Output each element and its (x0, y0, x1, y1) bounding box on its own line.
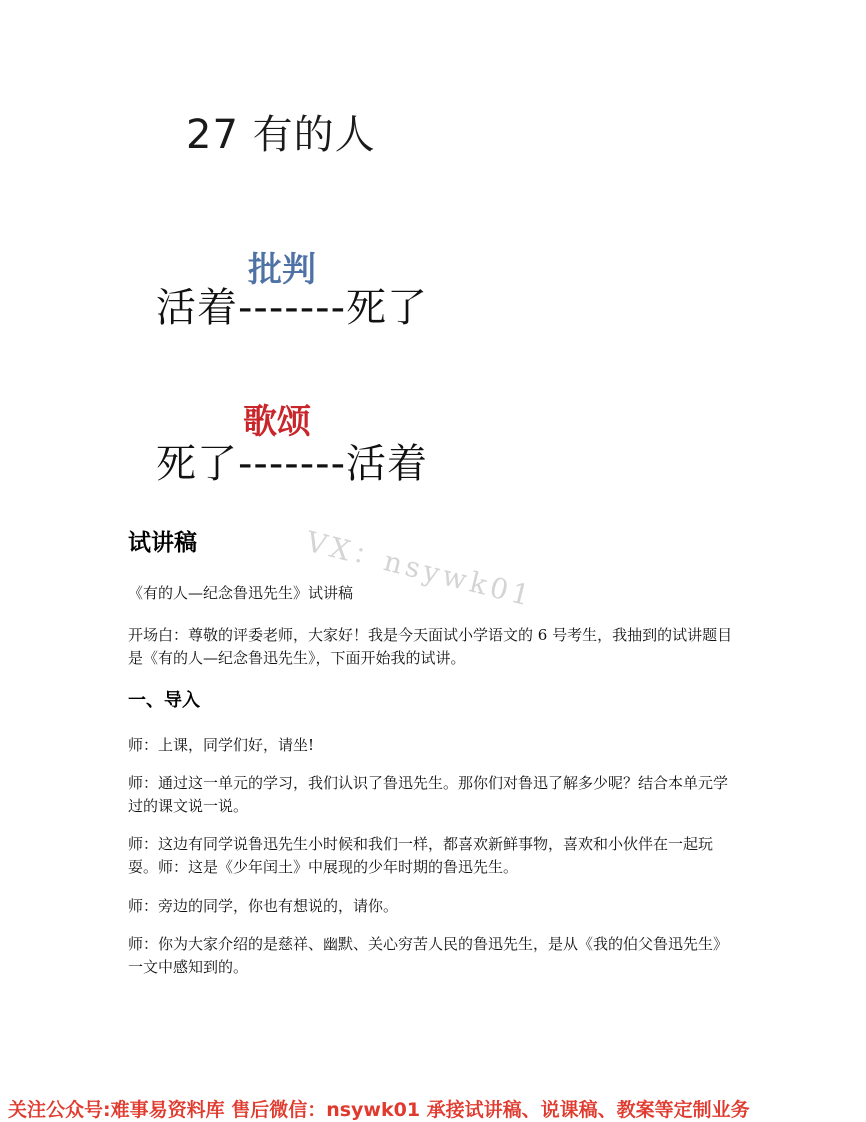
board-line-2-left: 死了 (156, 441, 238, 487)
paragraph-1: 师：上课，同学们好，请坐! (128, 736, 315, 754)
doc-subtitle: 《有的人—纪念鲁迅先生》试讲稿 (128, 584, 354, 602)
footer-banner: 关注公众号:难事易资料库 售后微信：nsywk01 承接试讲稿、说课稿、教案等定制业务 (8, 1099, 750, 1121)
board-line-2-right: 活着 (346, 441, 429, 487)
board-line-1-dash: ------- (238, 285, 347, 331)
board-line-1-left: 活着 (156, 285, 238, 331)
paragraph-2: 师：通过这一单元的学习，我们认识了鲁迅先生。那你们对鲁迅了解多少呢？结合本单元学过的课文说一说。 (128, 774, 729, 815)
board-line-1 (156, 276, 428, 333)
paragraph-4: 师：旁边的同学，你也有想说的，请你。 (128, 897, 399, 915)
board-note-criticize: 批判 (248, 250, 316, 290)
opening-paragraph: 开场白：尊敬的评委老师，大家好！我是今天面试小学语文的 6 号考生，我抽到的试讲题目是《有的人—纪念鲁迅先生》，下面开始我的试讲。 (128, 626, 733, 667)
section-heading-intro: 一、导入 (128, 690, 200, 711)
board-line-1-right: 死了 (346, 285, 429, 331)
board-line-2 (156, 432, 428, 489)
board-line-2-dash: ------- (238, 441, 347, 487)
paragraph-5: 师：你为大家介绍的是慈祥、幽默、关心穷苦人民的鲁迅先生，是从《我的伯父鲁迅先生》一文中感知到的。 (128, 935, 729, 976)
watermark: VX：nsywk01 (302, 524, 537, 614)
doc-heading: 试讲稿 (128, 530, 197, 556)
lesson-title: 27 有的人 (186, 112, 376, 158)
board-note-praise: 歌颂 (243, 402, 311, 442)
paragraph-3: 师：这边有同学说鲁迅先生小时候和我们一样，都喜欢新鲜事物，喜欢和小伙伴在一起玩耍。师：这是《少年闰土》中展现的少年时期的鲁迅先生。 (128, 835, 714, 876)
